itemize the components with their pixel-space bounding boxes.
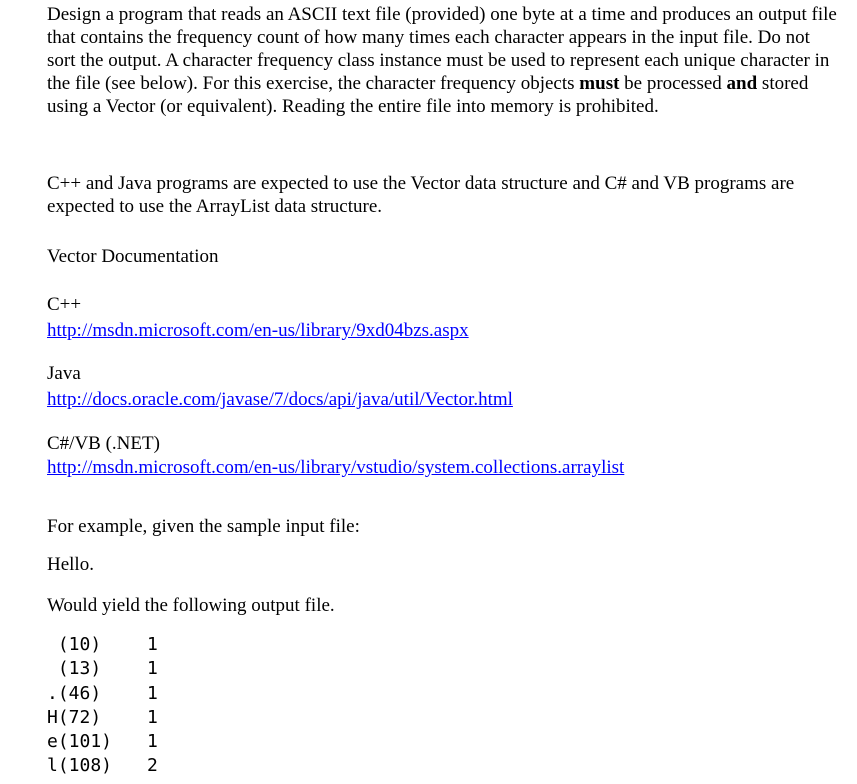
output-row: [47, 682, 187, 706]
output-char: .(46): [47, 682, 102, 704]
output-count: 1: [147, 706, 158, 728]
docs-label-cpp: C++: [47, 294, 82, 315]
output-row: [47, 633, 187, 657]
example-intro: For example, given the sample input file:: [47, 516, 360, 537]
output-char: (13): [47, 658, 102, 680]
output-count: 1: [147, 731, 158, 753]
output-count: 1: [147, 682, 158, 704]
output-count: 1: [147, 658, 158, 680]
output-intro: Would yield the following output file.: [47, 595, 335, 616]
output-char: (10): [47, 634, 102, 655]
output-char: H(72): [47, 706, 102, 728]
output-row: [47, 706, 187, 730]
intro-text-1: Design a program that reads an ASCII text file (provided) one byte at a time and produces an output file that contains the frequency count of how many times each character appears in the input file. Do not sort the output. A character frequency class instance must be used to represent each unique character in the file (see below). For this exercise, the character frequency objects: [47, 4, 837, 94]
output-row: [47, 730, 187, 754]
intro-paragraph: [47, 3, 837, 118]
intro-text-3: stored using a Vector (or equivalent). Reading the entire file into memory is prohibited.: [47, 73, 809, 117]
output-count: 1: [147, 634, 158, 655]
output-row: [47, 657, 187, 681]
docs-link-java[interactable]: http://docs.oracle.com/javase/7/docs/api/java/util/Vector.html: [47, 389, 513, 410]
intro-bold-must: must: [579, 73, 620, 94]
output-table: [47, 633, 187, 779]
output-char: e(101): [47, 731, 113, 753]
docs-link-dotnet[interactable]: http://msdn.microsoft.com/en-us/library/vstudio/system.collections.arraylist: [47, 457, 625, 478]
intro-bold-and: and: [726, 73, 758, 94]
output-count: 2: [147, 755, 158, 777]
docs-label-dotnet: C#/VB (.NET): [47, 433, 160, 454]
docs-heading: Vector Documentation: [47, 246, 219, 267]
output-char: l(108): [47, 755, 113, 777]
docs-link-cpp[interactable]: http://msdn.microsoft.com/en-us/library/9xd04bzs.aspx: [47, 320, 469, 341]
sample-input: Hello.: [47, 554, 94, 575]
docs-label-java: Java: [47, 363, 81, 384]
output-row: [47, 754, 187, 778]
structure-note-paragraph: C++ and Java programs are expected to use the Vector data structure and C# and VB programs are expected to use the ArrayList data structure.: [47, 173, 795, 217]
intro-text-2: be processed: [619, 73, 727, 94]
